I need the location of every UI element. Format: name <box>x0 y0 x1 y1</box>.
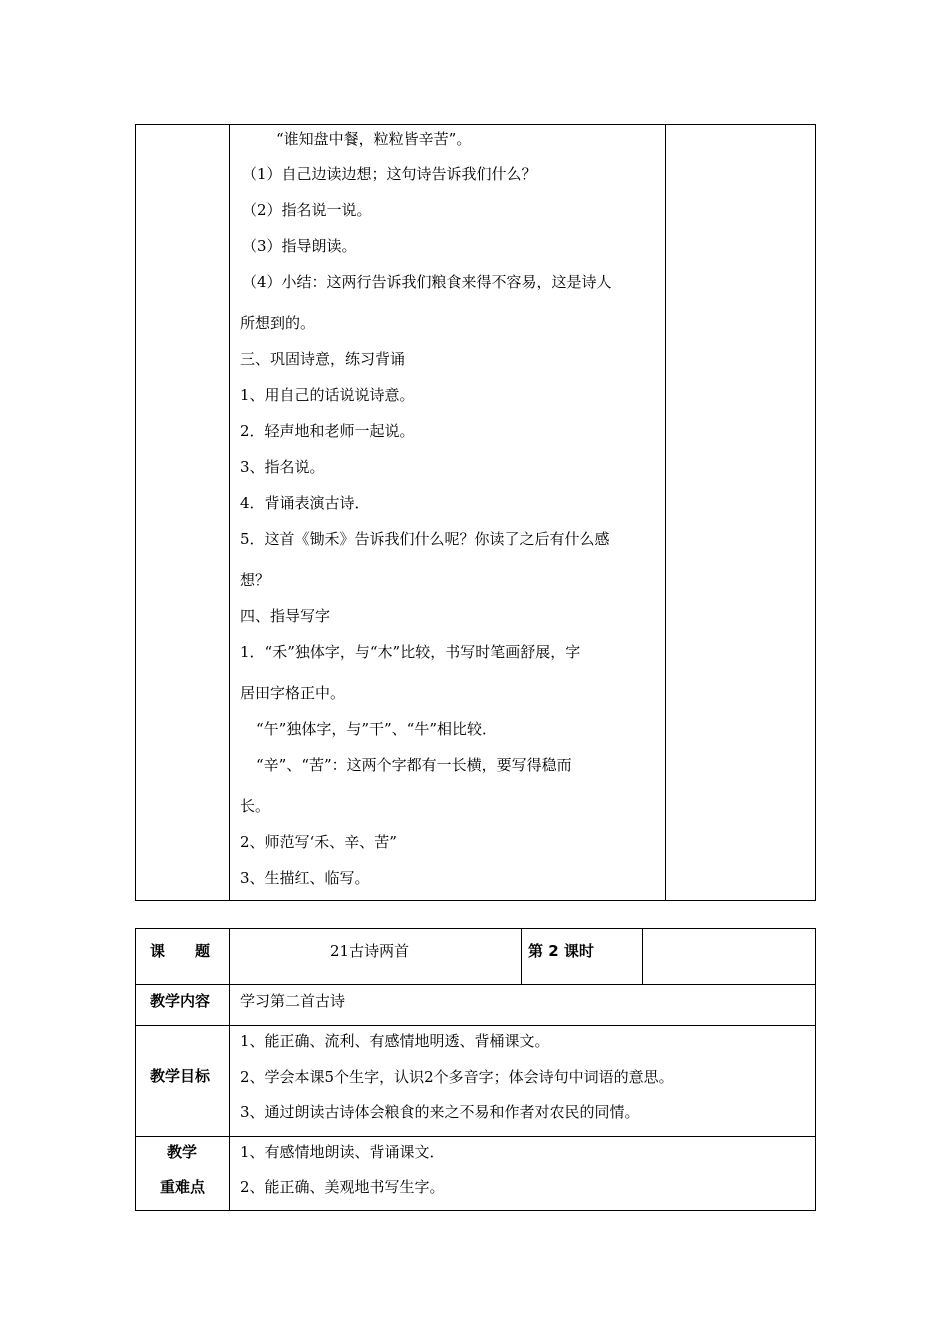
text-line: 所想到的。 <box>240 314 316 332</box>
text-line: 1．“禾”独体字，与“木”比较，书写时笔画舒展，字 <box>240 643 581 661</box>
text-line: 3、指名说。 <box>240 458 325 476</box>
lesson-info-table <box>135 928 816 1211</box>
key-points-label: 教学 <box>167 1143 198 1161</box>
text-line: 2．轻声地和老师一起说。 <box>240 422 415 440</box>
text-line: 长。 <box>240 797 271 815</box>
text-line: 2、师范写‘禾、辛、苦” <box>240 833 397 851</box>
topic-label: 课 题 <box>150 942 211 960</box>
text-line: “辛”、“苦”：这两个字都有一长横，要写得稳而 <box>256 756 572 774</box>
text-line: 3、生描红、临写。 <box>240 869 370 887</box>
content-label: 教学内容 <box>150 992 211 1010</box>
row-divider <box>136 984 815 985</box>
text-line: （1）自己边读边想；这句诗告诉我们什么？ <box>242 165 537 183</box>
text-line: （2）指名说一说。 <box>242 201 372 219</box>
key-point-item: 2、能正确、美观地书写生字。 <box>240 1178 445 1196</box>
text-line: “午”独体字，与”干”、“牛”相比较． <box>256 720 498 738</box>
text-line: （4）小结：这两行告诉我们粮食来得不容易，这是诗人 <box>242 273 612 291</box>
column-divider <box>229 929 230 1210</box>
goal-item: 3、通过朗读古诗体会粮食的来之不易和作者对农民的同情。 <box>240 1103 640 1121</box>
lesson-plan-continuation-table <box>135 124 816 901</box>
goal-item: 2、学会本课5个生字，认识2个多音字；体会诗句中词语的意思。 <box>240 1068 674 1086</box>
notes-column <box>665 125 815 900</box>
left-column <box>136 125 230 900</box>
column-divider <box>521 929 522 984</box>
column-divider <box>642 929 643 984</box>
key-point-item: 1、有感情地朗读、背诵课文． <box>240 1143 445 1161</box>
content-value: 学习第二首古诗 <box>240 992 346 1010</box>
period-label: 第 2 课时 <box>528 942 594 960</box>
goals-label: 教学目标 <box>150 1067 211 1085</box>
row-divider <box>136 1025 815 1026</box>
section-heading: 四、指导写字 <box>240 607 331 625</box>
text-line: 居田字格正中。 <box>240 684 346 702</box>
text-line: 4．背诵表演古诗． <box>240 494 370 512</box>
section-heading: 三、巩固诗意，练习背诵 <box>240 350 406 368</box>
goal-item: 1、能正确、流利、有感情地明透、背桶课文。 <box>240 1032 550 1050</box>
text-line: “谁知盘中餐，粒粒皆辛苦”。 <box>276 130 472 148</box>
text-line: 1、用自己的话说说诗意。 <box>240 386 415 404</box>
text-line: （3）指导朗读。 <box>242 237 357 255</box>
text-line: 5．这首《锄禾》告诉我们什么呢？你读了之后有什么感 <box>240 530 610 548</box>
row-divider <box>136 1136 815 1137</box>
key-points-label: 重难点 <box>160 1178 206 1196</box>
topic-value: 21古诗两首 <box>330 942 410 960</box>
text-line: 想？ <box>240 571 271 589</box>
